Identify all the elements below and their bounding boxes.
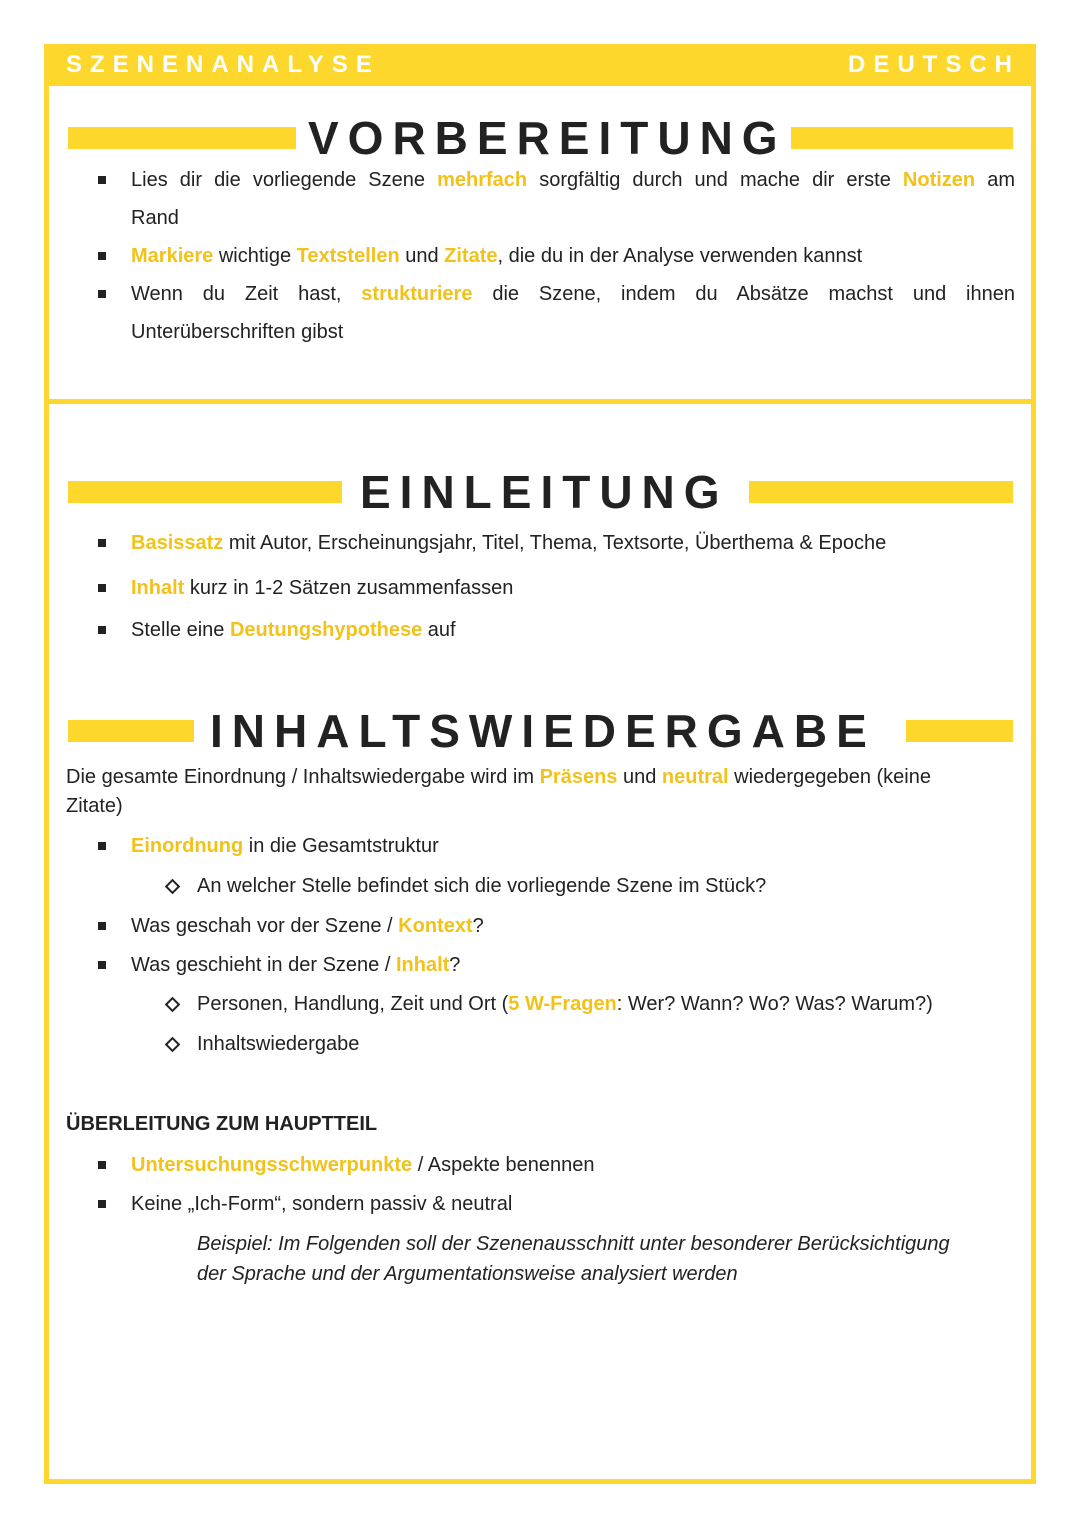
bullet [98,626,106,634]
bullet [98,290,106,298]
heading-bar-right [906,720,1013,742]
sub-list-item: Inhaltswiedergabe [197,1033,360,1055]
section-divider [44,399,1036,404]
list-item: Stelle eine Deutungshypothese auf [131,619,456,641]
list-item: Inhalt kurz in 1-2 Sätzen zusammenfassen [131,577,514,599]
example-line: Beispiel: Im Folgenden soll der Szenenausschnitt unter besonderer Berücksichtigung [197,1233,950,1255]
heading-bar-right [749,481,1013,503]
subheading-ueberleitung: ÜBERLEITUNG ZUM HAUPTTEIL [66,1113,378,1135]
bullet [98,539,106,547]
header-right-label: DEUTSCH [847,51,1020,78]
list-item: Was geschieht in der Szene / Inhalt? [131,954,461,976]
sub-list-item: An welcher Stelle befindet sich die vorliegende Szene im Stück? [197,875,767,897]
header-bar [44,44,1036,86]
list-item: Keine „Ich-Form“, sondern passiv & neutral [131,1193,513,1215]
list-item-continuation: Rand [131,207,179,229]
heading-bar-left [68,720,194,742]
example-line: der Sprache und der Argumentationsweise analysiert werden [197,1263,738,1285]
bullet [98,176,106,184]
bullet [98,584,106,592]
header-left-label: SZENENANALYSE [66,51,380,78]
heading-bar-left [68,481,342,503]
heading-bar-right [791,127,1013,149]
list-item: Was geschah vor der Szene / Kontext? [131,915,484,937]
heading-einleitung [68,462,1013,522]
list-item: Basissatz mit Autor, Erscheinungsjahr, Titel, Thema, Textsorte, Überthema & Epoche [131,532,887,554]
heading-inhaltswiedergabe [68,701,1013,761]
bullet [98,1161,106,1169]
list-item: Wenn du Zeit hast, strukturiere die Szene, indem du Absätze machst und ihnen [131,283,1015,305]
heading-bar-left [68,127,296,149]
heading-title: EINLEITUNG [360,466,729,518]
list-item-continuation: Unterüberschriften gibst [131,321,344,343]
bullet [98,922,106,930]
bullet [98,1200,106,1208]
heading-vorbereitung [68,108,1013,168]
sub-list-item: Personen, Handlung, Zeit und Ort (5 W-Fragen: Wer? Wann? Wo? Was? Warum?) [197,993,933,1015]
bullet [98,842,106,850]
list-item: Einordnung in die Gesamtstruktur [131,835,439,857]
heading-title: INHALTSWIEDERGABE [210,705,876,757]
list-item: Untersuchungsschwerpunkte / Aspekte benennen [131,1154,595,1176]
intro-paragraph: Die gesamte Einordnung / Inhaltswiedergabe wird im Präsens und neutral wiedergegeben (keine Zitate) [66,766,931,817]
list-item: Markiere wichtige Textstellen und Zitate, die du in der Analyse verwenden kannst [131,245,863,267]
bullet [98,961,106,969]
list-item: Lies dir die vorliegende Szene mehrfach sorgfältig durch und mache dir erste Notizen am [131,169,1015,191]
bullet [98,252,106,260]
heading-title: VORBEREITUNG [308,112,787,164]
